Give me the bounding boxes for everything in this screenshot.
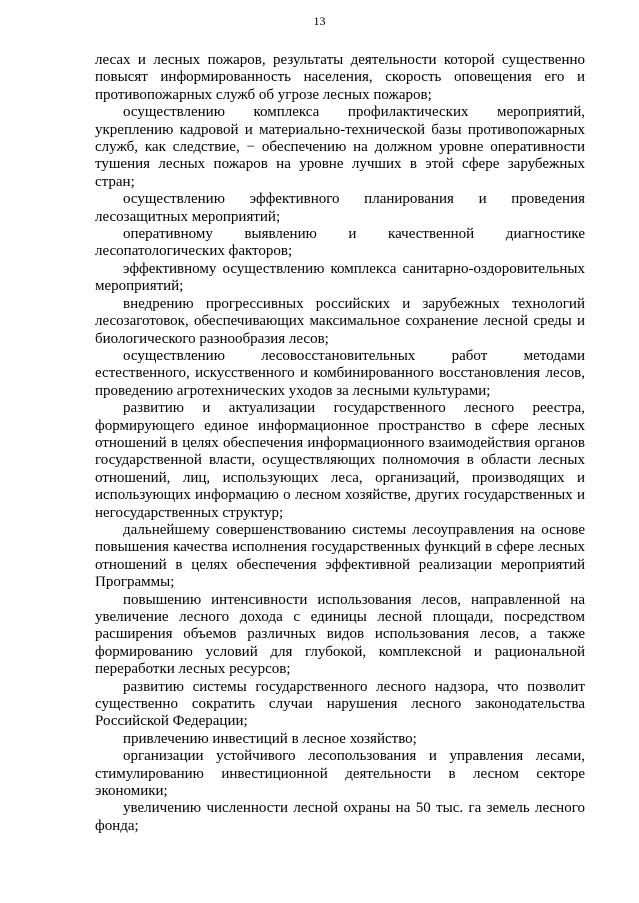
paragraph: привлечению инвестиций в лесное хозяйство; (123, 730, 417, 747)
paragraph: оперативному выявлению и качественной диагностике лесопатологических факторов; (95, 226, 585, 260)
document-body (95, 52, 585, 835)
paragraph: осуществлению комплекса профилактических мероприятий, укреплению кадровой и материально-технической базы противопожарных служб, как следствие, − обеспечению на должном уровне оперативности тушения лесных пожаров на уровне лучших в этой сфере зарубежных стран; (95, 104, 585, 190)
paragraph: увеличению численности лесной охраны на 50 тыс. га земель лесного фонда; (95, 800, 585, 834)
paragraph: осуществлению лесовосстановительных работ методами естественного, искусственного и комбинированного восстановления лесов, проведению агротехнических уходов за лесными культурами; (95, 347, 585, 399)
paragraph: развитию и актуализации государственного лесного реестра, формирующего единое информационное пространство в сфере лесных отношений в целях обеспечения информационного взаимодействия органов государственной власти, осуществляющих полномочия в области лесных отношений, лиц, использующих леса, организаций, производящих и использующих информацию о лесном хозяйстве, других государственных и негосударственных структур; (95, 400, 585, 521)
paragraph: внедрению прогрессивных российских и зарубежных технологий лесозаготовок, обеспечивающих максимальное сохранение лесной среды и биологического разнообразия лесов; (95, 295, 585, 347)
paragraph: осуществлению эффективного планирования и проведения лесозащитных мероприятий; (95, 191, 585, 225)
paragraph: повышению интенсивности использования лесов, направленной на увеличение лесного дохода с единицы лесной площади, посредством расширения объемов различных видов использования лесов, а также формированию условий для глубокой, комплексной и рациональной переработки лесных ресурсов; (95, 591, 585, 678)
paragraph: развитию системы государственного лесного надзора, что позволит существенно сократить случаи нарушения лесного законодательства Российской Федерации; (95, 678, 585, 730)
paragraph: лесах и лесных пожаров, результаты деятельности которой существенно повысят информированность населения, скорость оповещения его и противопожарных служб об угрозе лесных пожаров; (95, 52, 585, 103)
paragraph: дальнейшему совершенствованию системы лесоуправления на основе повышения качества исполнения государственных функций в сфере лесных отношений в целях обеспечения эффективной реализации мероприятий Программы; (95, 521, 585, 591)
page-number: 13 (313, 14, 326, 28)
paragraph: организации устойчивого лесопользования и управления лесами, стимулированию инвестиционной деятельности в лесном секторе экономики; (95, 748, 585, 800)
paragraph: эффективному осуществлению комплекса санитарно-оздоровительных мероприятий; (95, 260, 585, 295)
